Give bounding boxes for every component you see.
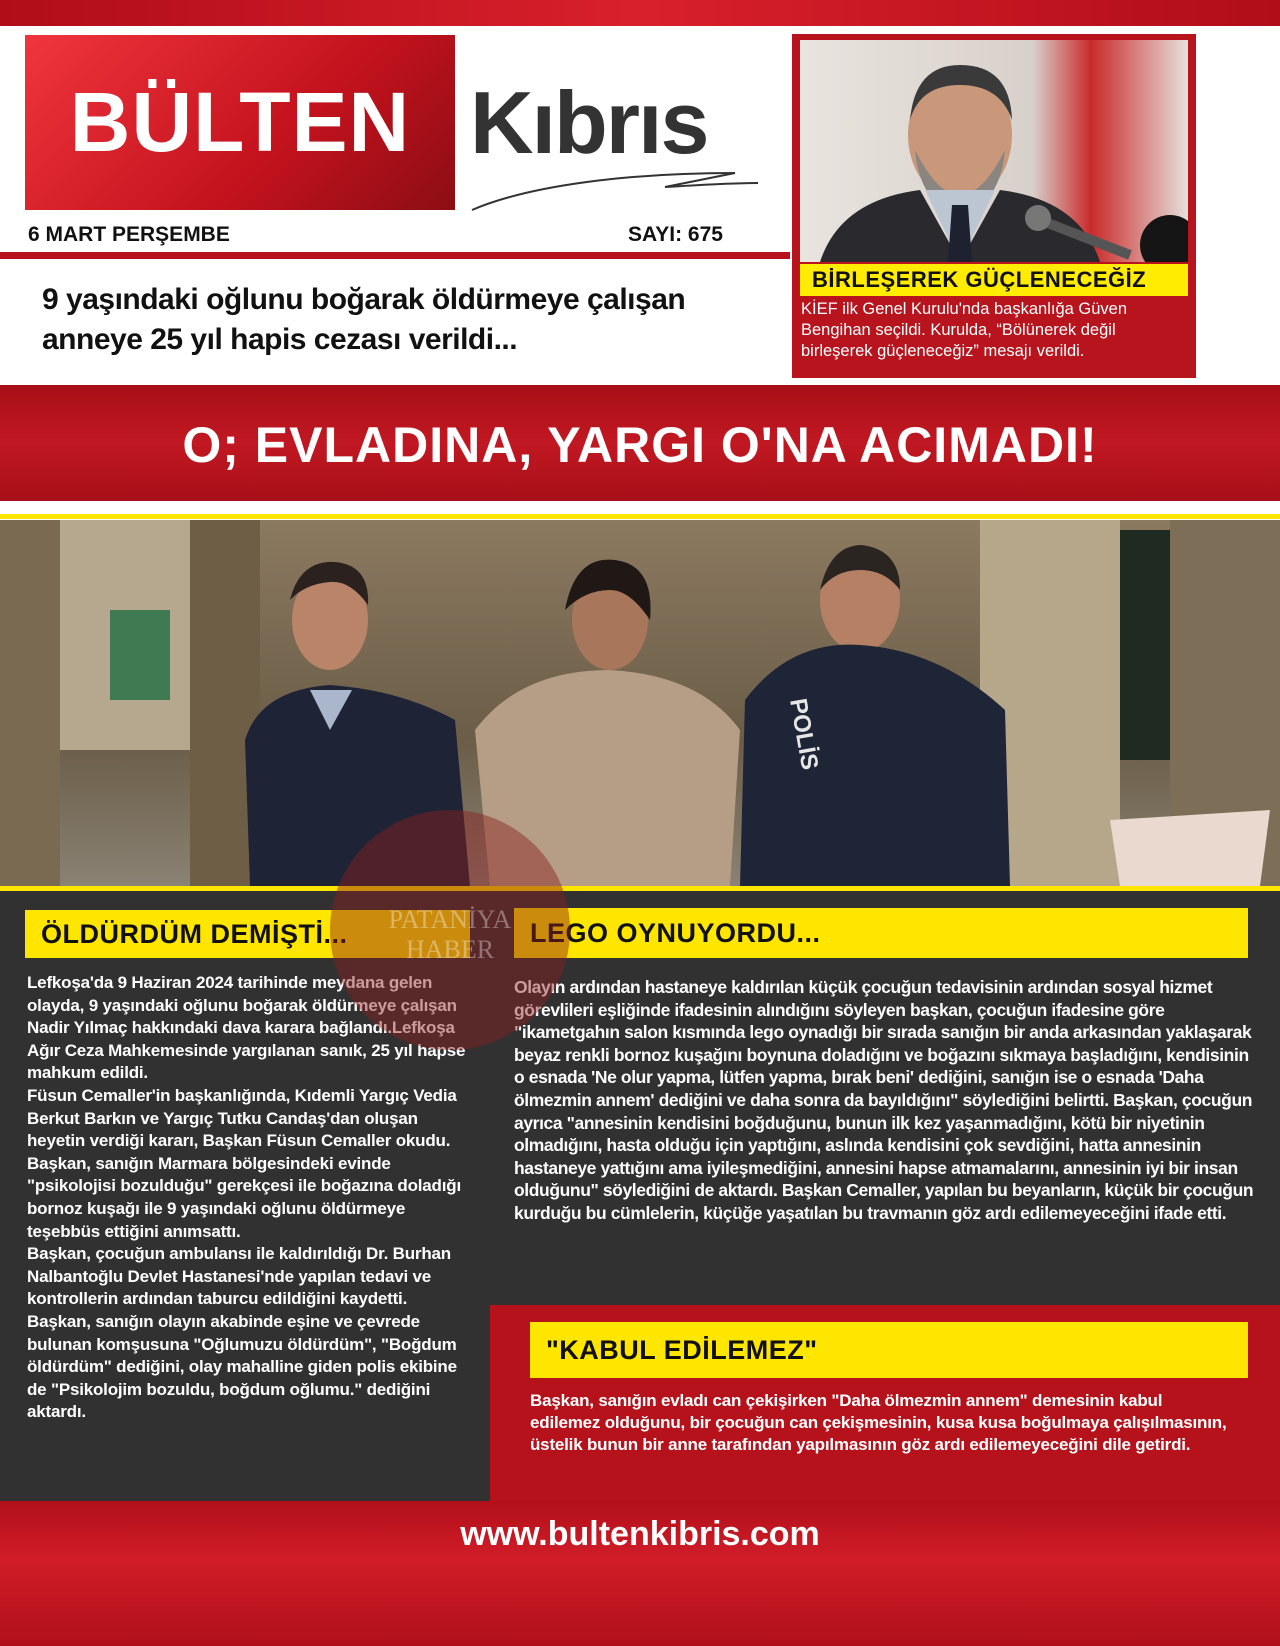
subheadline: 9 yaşındaki oğlunu boğarak öldürmeye çalışan anneye 25 yıl hapis cezası verildi... (42, 283, 686, 356)
watermark-text: PATANİYA (388, 905, 512, 934)
sidebar-text: KİEF ilk Genel Kurulu'nda başkanlığa Güven Bengihan seçildi. Kurulda, “Bölünerek değil birleşerek güçleneceğiz” mesajı verildi. (801, 300, 1128, 360)
website-link[interactable]: www.bultenkibris.com (460, 1515, 820, 1553)
logo-swoosh (470, 165, 760, 215)
divider (0, 252, 790, 259)
main-headline: O; EVLADINA, YARGI O'NA ACIMADI! (0, 385, 1280, 501)
speaker-photo (800, 40, 1188, 262)
watermark-logo (330, 810, 570, 1050)
court-photo-illustration (0, 520, 1280, 886)
sidebar-headline: BİRLEŞEREK GÜÇLENECEĞİZ (800, 264, 1188, 296)
paragraph: Başkan, sanığın evladı can çekişirken "Daha ölmezmin annem" demesinin kabul edilemez olduğunu, bir çocuğun can çekişmesinin, kusa kusa boğulmaya çalışılmasının, üstelik bunun bir anne tarafından yapılmasının göz ardı edilemeyeceğini dile getirdi. (530, 1391, 1227, 1454)
police-label: POLİS (784, 696, 824, 772)
paragraph: Olayın ardından hastaneye kaldırılan küçük çocuğun tedavisinin ardından sosyal hizmet görevlileri eşliğinde ifadesinin alındığını söyleyen başkan, çocuğun ifadesine göre "ikametgahın salon kısmında lego oynadığı bir sırada sanığın bir anda arkasından yaklaşarak beyaz renkli bornoz kuşağını boynuna doladığını ve boğazını sıkmaya başladığını, kendisinin o esnada 'Ne olur yapma, lütfen yapma, bırak beni' dediğini, sanığın ise o esnada 'Daha ölmezmin annem' dediğini ve daha sonra da bayıldığını" söylediğini belirtti. Başkan, çocuğun ayrıca "annesinin kendisini boğduğunu, bunun ilk kez yaşanmadığını, kötü bir niyetinin olmadığını, hasta olduğu için yaptığını, aslında kendisini çok sevdiğini, hatta annesinin hastaneye yattığını ama iyileşmediğini, annesini hapse atmamalarını, annesinin iyi bir insan olduğunu" söylediğini de aktardı. Başkan Cemaller, yapılan bu beyanların, küçük bir çocuğun kurduğu bu cümlelerin, küçüğe yaşatılan bu travmanın göz ardı edilemeyeceğini ifade etti. (514, 977, 1254, 1223)
paragraph: Başkan, çocuğun ambulansı ile kaldırıldığı Dr. Burhan Nalbantoğlu Devlet Hastanesi'nde yapılan tedavi ve kontrollerin ardından taburcu edildiğini kaydetti. (27, 1244, 451, 1309)
speaker-illustration (800, 40, 1188, 262)
logo-kibris: Kıbrıs (470, 73, 708, 172)
watermark-text: HABER (405, 935, 495, 964)
divider (0, 514, 1280, 519)
main-photo (0, 520, 1280, 886)
article-heading: ÖLDÜRDÜM DEMİŞTİ... (25, 910, 470, 958)
article-heading: "KABUL EDİLEMEZ" (530, 1322, 1248, 1378)
sidebar-story (792, 34, 1196, 378)
paragraph: Başkan, sanığın olayın akabinde eşine ve çevrede bulunan komşusuna "Oğlumuzu öldürdüm", "Boğdum öldürdüm" dediğini, olay mahalline giden polis ekibine de "Psikolojim bozuldu, boğdum oğlumu." dediğini aktardı. (27, 1311, 457, 1422)
issue-date: 6 MART PERŞEMBE (28, 223, 230, 246)
article-body (514, 976, 1254, 1225)
logo-bulten: BÜLTEN (25, 35, 455, 210)
article-body (530, 1390, 1230, 1456)
article-heading: LEGO OYNUYORDU... (514, 908, 1248, 958)
top-band (0, 0, 1280, 26)
paragraph: Lefkoşa'da 9 Haziran 2024 tarihinde meydana gelen olayda, 9 yaşındaki oğlunu boğarak öldürmeye çalışan Nadir Yılmaç hakkındaki dava karara bağlandı.Lefkoşa Ağır Ceza Mahkemesinde yargılanan sanık, 25 yıl hapse mahkum edildi. (27, 973, 466, 1083)
issue-number: SAYI: 675 (628, 223, 723, 246)
paragraph: Füsun Cemaller'in başkanlığında, Kıdemli Yargıç Vedia Berkut Barkın ve Yargıç Tutku Candaş'dan oluşan heyetin verdiği kararı, Başkan Füsun Cemaller okudu. Başkan, sanığın Marmara bölgesindeki evinde "psikolojisi bozulduğu" gerekçesi ile boğazına doladığı bornoz kuşağı ile 9 yaşındaki oğlunu öldürmeye teşebbüs ettiğini anımsattı. (27, 1085, 461, 1241)
